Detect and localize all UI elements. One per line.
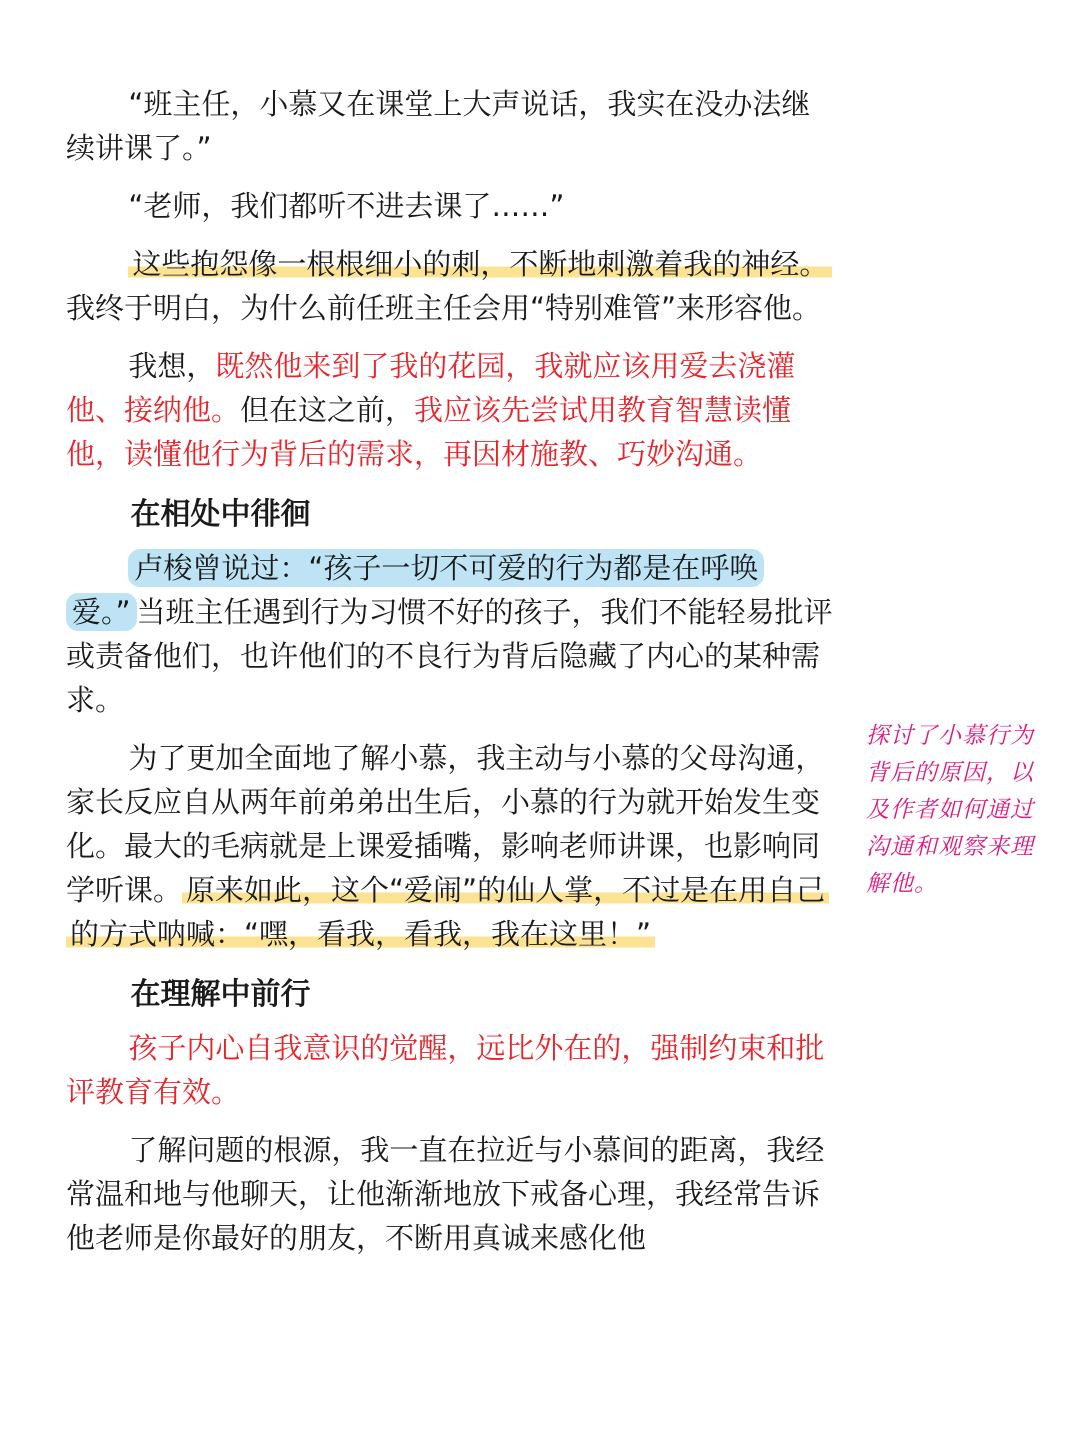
paragraph-text: 但在这之前， [240, 393, 415, 427]
paragraph-resolution [66, 344, 834, 476]
margin-annotation: 探讨了小慕行为背后的原因，以及作者如何通过沟通和观察来理解他。 [866, 723, 1034, 897]
paragraph-text: 为了更加全面地了解小慕，我主动与小慕的父母沟通，家长反应自从两年前弟弟出生后，小慕的行为就开始发生变化。最大的毛病就是上课爱插嘴，影响老师讲课，也影响同学听课。 [66, 741, 825, 907]
paragraph-text: 我终于明白，为什么前任班主任会用“特别难管”来形容他。 [66, 291, 822, 325]
section-heading: 在理解中前行 [130, 977, 311, 1012]
article-body [66, 82, 834, 1274]
paragraph-text: 了解问题的根源，我一直在拉近与小慕间的距离，我经常温和地与他聊天，让他渐渐地放下戒备心理，我经常告诉他老师是你最好的朋友，不断用真诚来感化他 [66, 1133, 825, 1255]
yellow-highlight: 原来如此，这个“爱闹”的仙人掌，不过是在用自己的方式呐喊：“嘿，看我，看我，我在这里！” [66, 873, 829, 951]
paragraph-text: 当班主任遇到行为习惯不好的孩子，我们不能轻易批评或责备他们，也许他们的不良行为背后隐藏了内心的某种需求。 [66, 595, 833, 717]
blue-highlight: 卢梭曾说过：“孩子一切不可爱的行为都是在呼唤爱。” [66, 549, 764, 631]
red-emphasis: 孩子内心自我意识的觉醒，远比外在的，强制约束和批评教育有效。 [66, 1031, 825, 1109]
paragraph-text: “老师，我们都听不进去课了……” [128, 189, 565, 223]
paragraph-complaint-1 [66, 82, 834, 170]
paragraph-parents [66, 736, 834, 956]
paragraph-rousseau [66, 546, 834, 722]
paragraph-approach [66, 1128, 834, 1260]
section-heading: 在相处中徘徊 [130, 497, 311, 532]
paragraph-text: “班主任，小慕又在课堂上大声说话，我实在没办法继续讲课了。” [66, 87, 811, 165]
yellow-highlight: 这些抱怨像一根根细小的刺，不断地刺激着我的神经。 [128, 247, 832, 281]
paragraph-awakening [66, 1026, 834, 1114]
paragraph-complaint-2 [66, 184, 834, 228]
red-emphasis: 既然他来到了我的花园，我就应该用爱去浇灌他、接纳他。 [66, 349, 796, 427]
paragraph-reflection [66, 242, 834, 330]
paragraph-text: 我想， [128, 349, 216, 383]
red-emphasis: 我应该先尝试用教育智慧读懂他，读懂他行为背后的需求，再因材施教、巧妙沟通。 [66, 393, 792, 471]
